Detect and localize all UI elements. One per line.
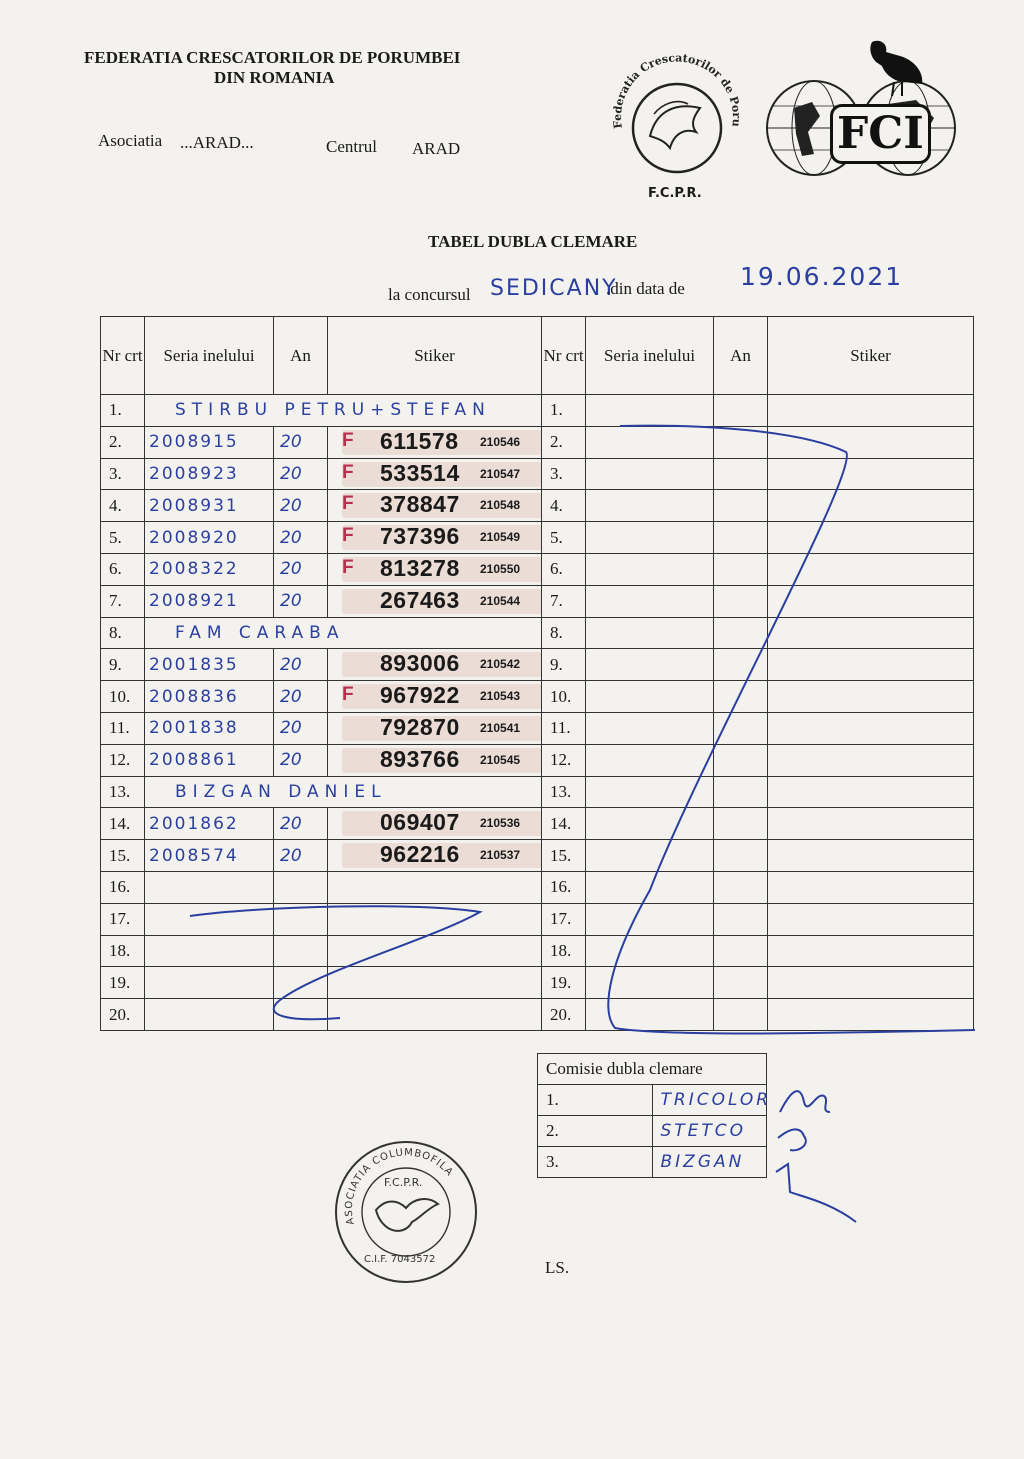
svg-text:Federatia Crescatorilor de Por bbox=[604, 44, 743, 129]
ring-year-right bbox=[714, 999, 768, 1031]
fcpr-ring-text: Federatia Crescatorilor de Poru bbox=[610, 51, 744, 130]
sticker-cell bbox=[328, 808, 542, 840]
row-number: 14. bbox=[101, 808, 145, 840]
ring-serial-right bbox=[586, 967, 714, 999]
sticker-cell bbox=[328, 744, 542, 776]
ring-year-right bbox=[714, 649, 768, 681]
ring-year bbox=[274, 903, 328, 935]
row-number-right: 4. bbox=[542, 490, 586, 522]
sticker-code: 737396 bbox=[380, 523, 460, 550]
ring-serial-right bbox=[586, 395, 714, 427]
table-row bbox=[101, 999, 974, 1031]
contest-name: SEDICANY bbox=[490, 276, 618, 301]
center-label: Centrul bbox=[326, 137, 377, 156]
ring-serial-right bbox=[586, 808, 714, 840]
row-number-right: 3. bbox=[542, 458, 586, 490]
row-number: 16. bbox=[101, 871, 145, 903]
ring-serial-right bbox=[586, 712, 714, 744]
federation-name-line1: FEDERATIA CRESCATORILOR DE PORUMBEI bbox=[84, 48, 461, 67]
association-value: ...ARAD... bbox=[180, 133, 254, 152]
sticker-serial: 210548 bbox=[480, 498, 521, 513]
stamp-ring-text: ASOCIATIA COLUMBOFILA bbox=[343, 1147, 456, 1226]
row-number-right: 5. bbox=[542, 522, 586, 554]
row-number-right: 19. bbox=[542, 967, 586, 999]
commission-row bbox=[538, 1085, 767, 1116]
ring-year-right bbox=[714, 776, 768, 808]
ring-year: 20 bbox=[274, 808, 328, 840]
col-header-an: An bbox=[274, 317, 328, 395]
ring-serial: 2008920 bbox=[145, 522, 274, 554]
ring-serial-right bbox=[586, 840, 714, 872]
ring-year bbox=[274, 871, 328, 903]
ring-year: 20 bbox=[274, 712, 328, 744]
ring-year: 20 bbox=[274, 458, 328, 490]
ring-serial: 2008921 bbox=[145, 585, 274, 617]
table-row bbox=[101, 458, 974, 490]
row-number-right: 2. bbox=[542, 426, 586, 458]
table-row bbox=[101, 426, 974, 458]
row-number: 12. bbox=[101, 744, 145, 776]
sticker-cell-right bbox=[768, 649, 974, 681]
sticker-cell bbox=[328, 522, 542, 554]
row-number: 10. bbox=[101, 681, 145, 713]
stamp-center: F.C.P.R. bbox=[384, 1176, 423, 1189]
sticker-code: 378847 bbox=[380, 491, 460, 518]
ring-serial bbox=[145, 967, 274, 999]
sticker-cell bbox=[328, 712, 542, 744]
row-number-right: 14. bbox=[542, 808, 586, 840]
sticker-cell-right bbox=[768, 840, 974, 872]
sticker-cell bbox=[328, 553, 542, 585]
sticker-prefix: F bbox=[342, 429, 354, 451]
sticker-code: 962216 bbox=[380, 841, 460, 868]
date-label: .din data de bbox=[606, 279, 685, 298]
ring-year-right bbox=[714, 458, 768, 490]
sticker-cell-right bbox=[768, 395, 974, 427]
ring-year: 20 bbox=[274, 744, 328, 776]
commission-member: TRICOLOR bbox=[652, 1085, 767, 1116]
fcpr-logo bbox=[604, 44, 750, 204]
sticker-cell-right bbox=[768, 903, 974, 935]
commission-row bbox=[538, 1147, 767, 1178]
table-row bbox=[101, 903, 974, 935]
ring-serial-right bbox=[586, 553, 714, 585]
row-number-right: 17. bbox=[542, 903, 586, 935]
sticker-serial: 210541 bbox=[480, 720, 521, 735]
table-row bbox=[101, 617, 974, 649]
sticker-cell bbox=[328, 649, 542, 681]
stamp-cif: C.I.F. 7043572 bbox=[364, 1254, 436, 1265]
row-number: 18. bbox=[101, 935, 145, 967]
sticker-code: 813278 bbox=[380, 554, 460, 581]
ring-year-right bbox=[714, 617, 768, 649]
sticker-cell-right bbox=[768, 744, 974, 776]
ring-year bbox=[274, 935, 328, 967]
sticker-serial: 210549 bbox=[480, 530, 521, 545]
sticker-prefix: F bbox=[342, 525, 354, 547]
sticker-cell-right bbox=[768, 999, 974, 1031]
table-body bbox=[101, 395, 974, 1031]
sticker-prefix: F bbox=[342, 684, 354, 706]
row-number: 7. bbox=[101, 585, 145, 617]
row-number: 1. bbox=[101, 395, 145, 427]
ring-year-right bbox=[714, 935, 768, 967]
ring-year-right bbox=[714, 395, 768, 427]
sticker-cell bbox=[328, 967, 542, 999]
table-row bbox=[101, 967, 974, 999]
sticker-cell bbox=[328, 458, 542, 490]
col-header-an-right: An bbox=[714, 317, 768, 395]
table-row bbox=[101, 808, 974, 840]
sticker-code: 893766 bbox=[380, 745, 460, 772]
ring-year: 20 bbox=[274, 490, 328, 522]
ring-serial: 2008836 bbox=[145, 681, 274, 713]
table-row bbox=[101, 649, 974, 681]
owner-name: FAM CARABA bbox=[145, 617, 542, 649]
row-number: 11. bbox=[101, 712, 145, 744]
ring-year: 20 bbox=[274, 649, 328, 681]
ring-serial bbox=[145, 903, 274, 935]
sticker-cell bbox=[328, 871, 542, 903]
ring-serial: 2008923 bbox=[145, 458, 274, 490]
sticker-cell-right bbox=[768, 776, 974, 808]
ring-serial-right bbox=[586, 935, 714, 967]
row-number-right: 6. bbox=[542, 553, 586, 585]
row-number-right: 20. bbox=[542, 999, 586, 1031]
sticker-code: 267463 bbox=[380, 586, 460, 613]
row-number: 19. bbox=[101, 967, 145, 999]
sticker-cell-right bbox=[768, 808, 974, 840]
row-number: 5. bbox=[101, 522, 145, 554]
ring-serial: 2001835 bbox=[145, 649, 274, 681]
dove-map-seal-icon bbox=[604, 44, 750, 204]
sticker-code: 967922 bbox=[380, 682, 460, 709]
table-row bbox=[101, 395, 974, 427]
commission-member: STETCO bbox=[652, 1116, 767, 1147]
ring-serial: 2008861 bbox=[145, 744, 274, 776]
fci-letters: FCI bbox=[830, 104, 931, 164]
row-number-right: 16. bbox=[542, 871, 586, 903]
row-number-right: 8. bbox=[542, 617, 586, 649]
commission-title: Comisie dubla clemare bbox=[538, 1054, 767, 1085]
sticker-prefix: F bbox=[342, 493, 354, 515]
sticker-code: 792870 bbox=[380, 713, 460, 740]
owner-name: STIRBU PETRU+STEFAN bbox=[145, 395, 542, 427]
col-header-stiker-right: Stiker bbox=[768, 317, 974, 395]
ring-year: 20 bbox=[274, 426, 328, 458]
sticker-cell-right bbox=[768, 935, 974, 967]
ring-year-right bbox=[714, 712, 768, 744]
table-row bbox=[101, 744, 974, 776]
sticker-cell bbox=[328, 935, 542, 967]
ring-year-right bbox=[714, 967, 768, 999]
col-header-nr: Nr crt bbox=[101, 317, 145, 395]
ring-serial: 2008931 bbox=[145, 490, 274, 522]
sticker-serial: 210537 bbox=[480, 848, 521, 863]
center-value: ARAD bbox=[412, 139, 461, 158]
sticker-cell-right bbox=[768, 712, 974, 744]
sticker-cell-right bbox=[768, 967, 974, 999]
ring-serial-right bbox=[586, 999, 714, 1031]
sticker-cell bbox=[328, 840, 542, 872]
ring-year-right bbox=[714, 426, 768, 458]
row-number-right: 12. bbox=[542, 744, 586, 776]
sticker-serial: 210550 bbox=[480, 561, 521, 576]
ring-year: 20 bbox=[274, 585, 328, 617]
sticker-serial: 210544 bbox=[480, 593, 521, 608]
row-number-right: 11. bbox=[542, 712, 586, 744]
ring-serial-right bbox=[586, 458, 714, 490]
row-number: 3. bbox=[101, 458, 145, 490]
table-row bbox=[101, 522, 974, 554]
sticker-prefix: F bbox=[342, 556, 354, 578]
sticker-cell-right bbox=[768, 681, 974, 713]
ring-serial: 2001862 bbox=[145, 808, 274, 840]
ring-year-right bbox=[714, 681, 768, 713]
table-row bbox=[101, 712, 974, 744]
ring-serial-right bbox=[586, 776, 714, 808]
ring-serial-right bbox=[586, 522, 714, 554]
row-number: 4. bbox=[101, 490, 145, 522]
sticker-cell-right bbox=[768, 617, 974, 649]
page-title: TABEL DUBLA CLEMARE bbox=[428, 232, 638, 251]
table-row bbox=[101, 490, 974, 522]
row-number: 6. bbox=[101, 553, 145, 585]
ring-year-right bbox=[714, 808, 768, 840]
col-header-serie-right: Seria inelului bbox=[586, 317, 714, 395]
row-number: 9. bbox=[101, 649, 145, 681]
ring-year-right bbox=[714, 522, 768, 554]
ring-year-right bbox=[714, 840, 768, 872]
sticker-code: 533514 bbox=[380, 459, 460, 486]
ring-year bbox=[274, 967, 328, 999]
sticker-cell bbox=[328, 426, 542, 458]
commission-table bbox=[537, 1053, 772, 1178]
double-clock-table bbox=[100, 316, 974, 1031]
sticker-serial: 210545 bbox=[480, 752, 521, 767]
sticker-serial: 210547 bbox=[480, 466, 521, 481]
ring-year-right bbox=[714, 553, 768, 585]
row-number-right: 1. bbox=[542, 395, 586, 427]
commission-nr: 1. bbox=[538, 1085, 653, 1116]
association-label: Asociatia bbox=[98, 131, 163, 150]
contest-label: la concursul bbox=[388, 285, 471, 304]
ring-serial-right bbox=[586, 426, 714, 458]
ring-serial: 2008574 bbox=[145, 840, 274, 872]
ring-serial-right bbox=[586, 490, 714, 522]
sticker-code: 069407 bbox=[380, 809, 460, 836]
sticker-cell-right bbox=[768, 585, 974, 617]
sticker-cell-right bbox=[768, 426, 974, 458]
ring-serial-right bbox=[586, 649, 714, 681]
sticker-cell-right bbox=[768, 490, 974, 522]
table-header-row bbox=[101, 317, 974, 395]
row-number-right: 10. bbox=[542, 681, 586, 713]
ring-serial-right bbox=[586, 871, 714, 903]
sticker-cell bbox=[328, 999, 542, 1031]
sticker-cell bbox=[328, 681, 542, 713]
sticker-cell bbox=[328, 903, 542, 935]
col-header-stiker: Stiker bbox=[328, 317, 542, 395]
sticker-cell-right bbox=[768, 553, 974, 585]
ring-year: 20 bbox=[274, 553, 328, 585]
ring-year-right bbox=[714, 903, 768, 935]
table-row bbox=[101, 585, 974, 617]
ring-year: 20 bbox=[274, 681, 328, 713]
contest-date: 19.06.2021 bbox=[740, 262, 904, 291]
sticker-cell-right bbox=[768, 871, 974, 903]
sticker-serial: 210542 bbox=[480, 657, 521, 672]
row-number: 13. bbox=[101, 776, 145, 808]
association-stamp bbox=[332, 1138, 480, 1286]
table-row bbox=[101, 776, 974, 808]
row-number: 17. bbox=[101, 903, 145, 935]
ring-serial bbox=[145, 935, 274, 967]
col-header-nr-right: Nr crt bbox=[542, 317, 586, 395]
sticker-cell-right bbox=[768, 522, 974, 554]
commission-nr: 2. bbox=[538, 1116, 653, 1147]
commission-member: BIZGAN bbox=[652, 1147, 767, 1178]
row-number-right: 13. bbox=[542, 776, 586, 808]
row-number: 8. bbox=[101, 617, 145, 649]
ring-year: 20 bbox=[274, 840, 328, 872]
sticker-serial: 210546 bbox=[480, 434, 521, 449]
sticker-serial: 210536 bbox=[480, 816, 521, 831]
ring-serial: 2008915 bbox=[145, 426, 274, 458]
ring-year-right bbox=[714, 490, 768, 522]
federation-name-line2: DIN ROMANIA bbox=[214, 68, 335, 87]
sticker-serial: 210543 bbox=[480, 689, 521, 704]
sticker-cell bbox=[328, 585, 542, 617]
ring-serial-right bbox=[586, 617, 714, 649]
commission-nr: 3. bbox=[538, 1147, 653, 1178]
sticker-code: 893006 bbox=[380, 650, 460, 677]
ring-serial: 2001838 bbox=[145, 712, 274, 744]
row-number-right: 7. bbox=[542, 585, 586, 617]
fci-logo bbox=[764, 36, 960, 186]
fcpr-abbr: F.C.P.R. bbox=[648, 186, 702, 201]
table-row bbox=[101, 935, 974, 967]
ring-year-right bbox=[714, 744, 768, 776]
row-number: 15. bbox=[101, 840, 145, 872]
sticker-code: 611578 bbox=[380, 427, 459, 454]
table-row bbox=[101, 553, 974, 585]
ring-serial-right bbox=[586, 585, 714, 617]
ring-year bbox=[274, 999, 328, 1031]
row-number-right: 15. bbox=[542, 840, 586, 872]
commission-row bbox=[538, 1116, 767, 1147]
ring-year-right bbox=[714, 871, 768, 903]
ring-serial-right bbox=[586, 903, 714, 935]
ring-serial bbox=[145, 999, 274, 1031]
ring-serial-right bbox=[586, 744, 714, 776]
row-number: 2. bbox=[101, 426, 145, 458]
table-row bbox=[101, 681, 974, 713]
row-number: 20. bbox=[101, 999, 145, 1031]
ring-year: 20 bbox=[274, 522, 328, 554]
col-header-serie: Seria inelului bbox=[145, 317, 274, 395]
table-row bbox=[101, 840, 974, 872]
ring-serial: 2008322 bbox=[145, 553, 274, 585]
sticker-cell bbox=[328, 490, 542, 522]
ring-year-right bbox=[714, 585, 768, 617]
row-number-right: 9. bbox=[542, 649, 586, 681]
ring-serial-right bbox=[586, 681, 714, 713]
owner-name: BIZGAN DANIEL bbox=[145, 776, 542, 808]
signatures bbox=[760, 1072, 870, 1232]
sticker-prefix: F bbox=[342, 461, 354, 483]
row-number-right: 18. bbox=[542, 935, 586, 967]
ls-label: LS. bbox=[545, 1258, 570, 1277]
ring-serial bbox=[145, 871, 274, 903]
table-row bbox=[101, 871, 974, 903]
sticker-cell-right bbox=[768, 458, 974, 490]
